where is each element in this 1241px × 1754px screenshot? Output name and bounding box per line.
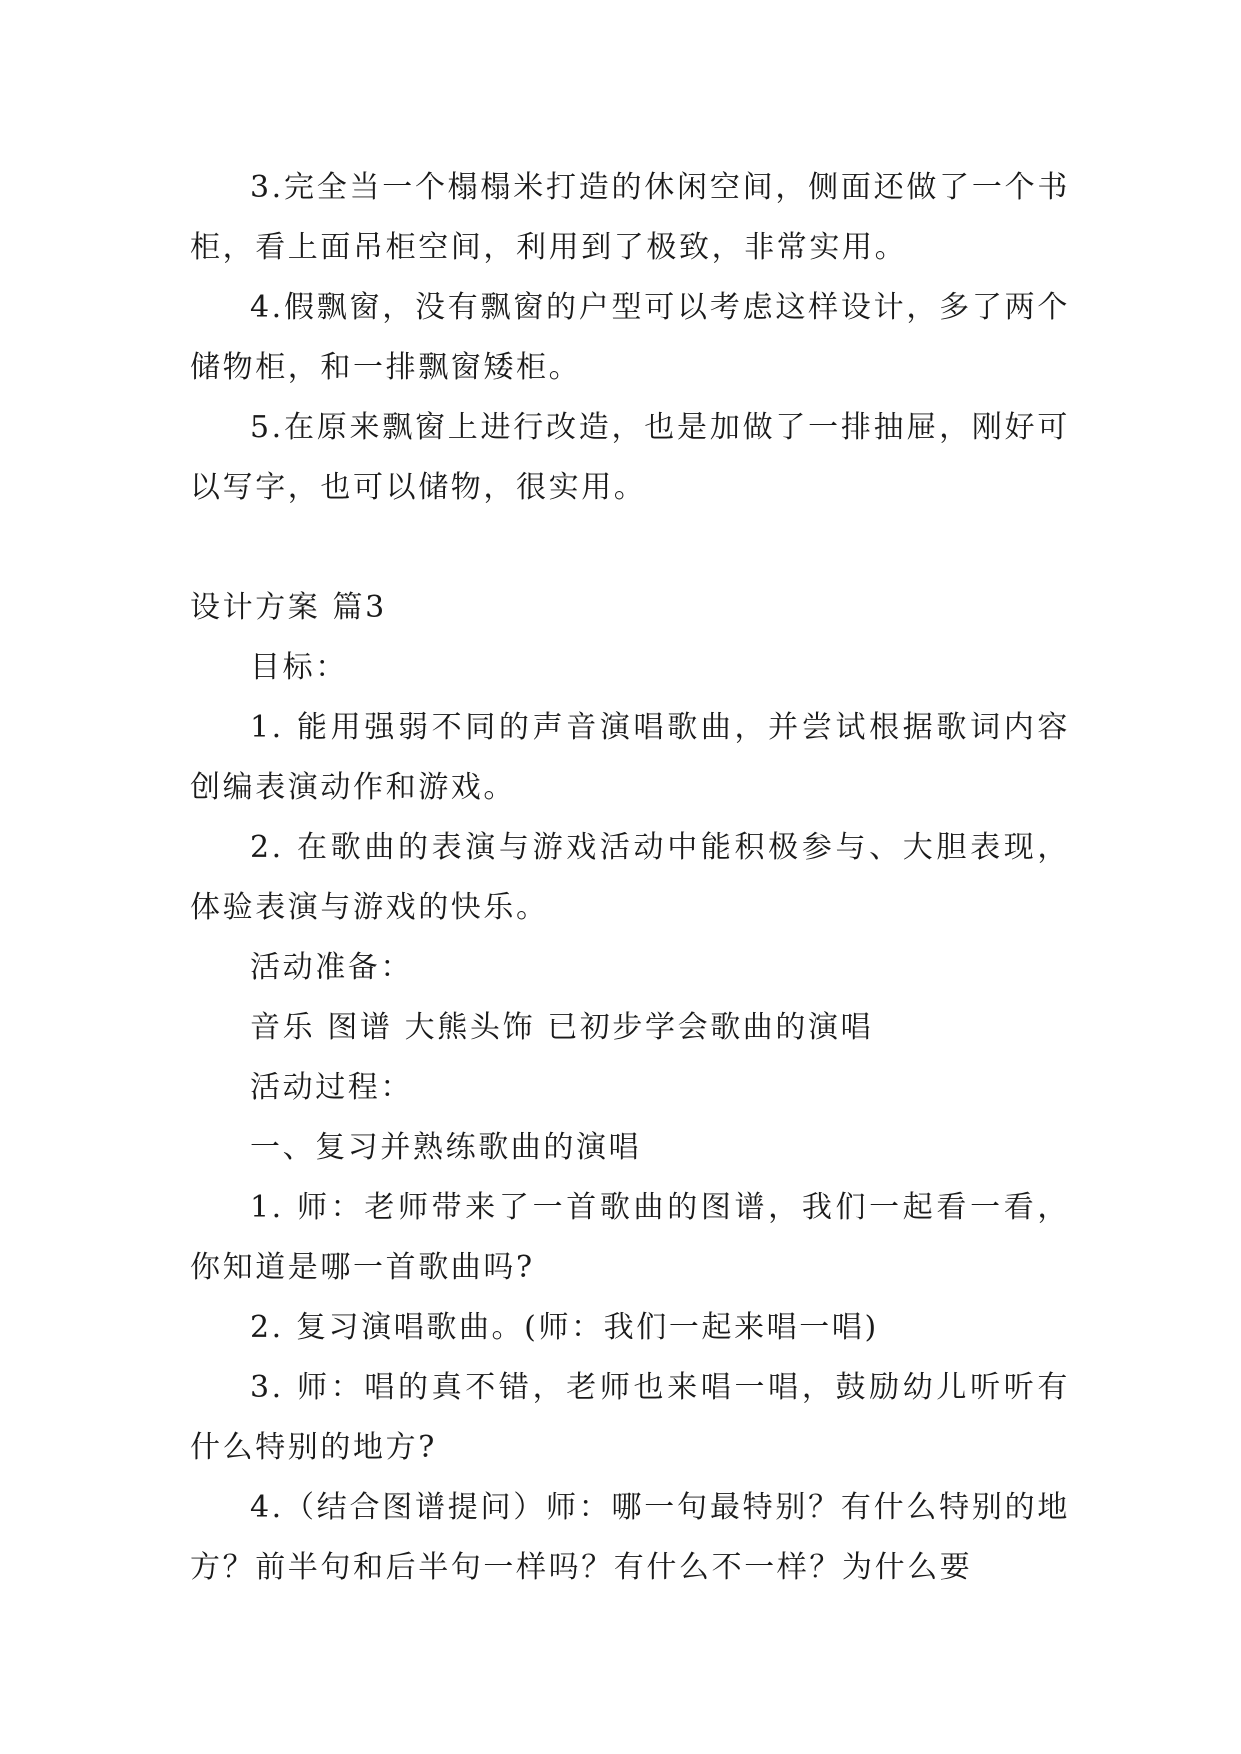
process-item-1: 1. 师：老师带来了一首歌曲的图谱，我们一起看一看，你知道是哪一首歌曲吗? (190, 1190, 1070, 1285)
goal-item-1: 1. 能用强弱不同的声音演唱歌曲，并尝试根据歌词内容创编表演动作和游戏。 (190, 710, 1070, 805)
process-step-heading: 一、复习并熟练歌曲的演唱 (250, 1130, 642, 1165)
preparation-label: 活动准备： (250, 950, 413, 985)
process-item-3: 3. 师：唱的真不错，老师也来唱一唱，鼓励幼儿听听有什么特别的地方? (190, 1370, 1070, 1465)
paragraph-item-4: 4.假飘窗，没有飘窗的户型可以考虑这样设计，多了两个储物柜，和一排飘窗矮柜。 (190, 290, 1070, 385)
preparation-items: 音乐 图谱 大熊头饰 已初步学会歌曲的演唱 (250, 1010, 874, 1045)
goal-item-2: 2. 在歌曲的表演与游戏活动中能积极参与、大胆表现，体验表演与游戏的快乐。 (190, 830, 1070, 925)
process-item-4: 4.（结合图谱提问）师：哪一句最特别？有什么特别的地方？前半句和后半句一样吗？有什么不一样？为什么要 (190, 1490, 1070, 1585)
paragraph-item-3: 3.完全当一个榻榻米打造的休闲空间，侧面还做了一个书柜，看上面吊柜空间，利用到了极致，非常实用。 (190, 170, 1070, 265)
process-label: 活动过程： (250, 1070, 413, 1105)
paragraph-item-5: 5.在原来飘窗上进行改造，也是加做了一排抽屉，刚好可以写字，也可以储物，很实用。 (190, 410, 1070, 505)
goal-label: 目标： (250, 650, 348, 685)
document-body (190, 158, 1070, 1598)
process-item-2: 2. 复习演唱歌曲。(师：我们一起来唱一唱) (250, 1310, 879, 1345)
section-heading: 设计方案 篇3 (190, 590, 387, 625)
